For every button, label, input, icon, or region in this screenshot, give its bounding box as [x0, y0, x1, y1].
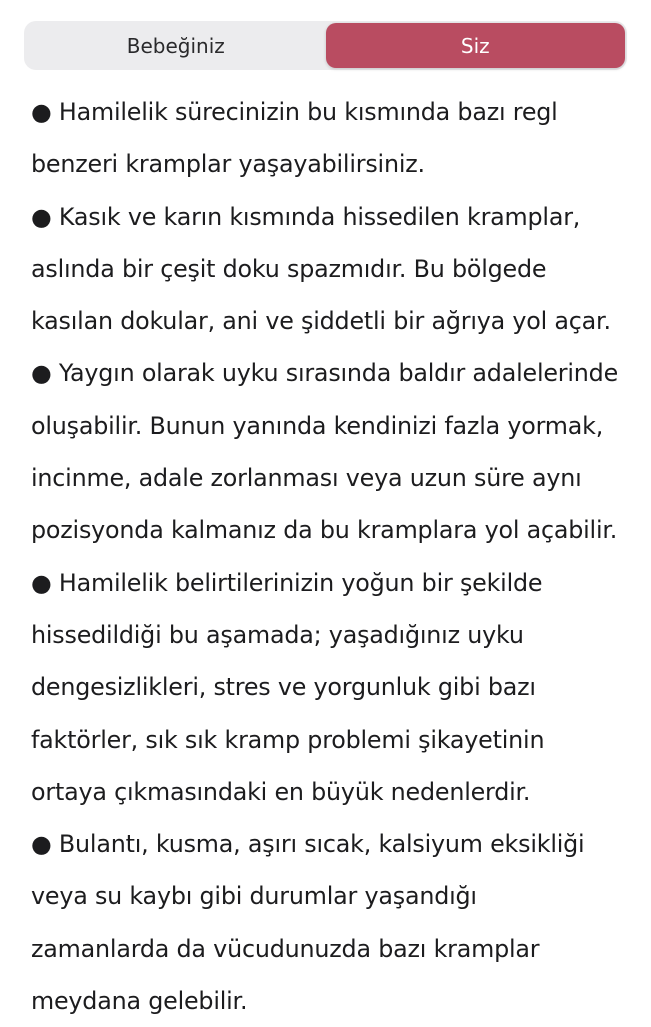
text-line: meydana gelebilir.	[31, 987, 248, 1016]
text-line: faktörler, sık sık kramp problemi şikayetinin	[31, 725, 545, 754]
article-body	[31, 86, 631, 1027]
tab-siz[interactable]: Siz	[326, 23, 626, 68]
text-line: zamanlarda da vücudunuzda bazı kramplar	[31, 934, 540, 963]
tab-bebeginiz[interactable]: Bebeğiniz	[126, 33, 225, 58]
text-line: pozisyonda kalmanız da bu kramplara yol açabilir.	[31, 516, 618, 545]
segmented-control	[24, 21, 627, 70]
text-line: ● Hamilelik belirtilerinizin yoğun bir şekilde	[31, 568, 543, 597]
text-line: aslında bir çeşit doku spazmıdır. Bu bölgede	[31, 254, 547, 283]
text-line: ortaya çıkmasındaki en büyük nedenlerdir.	[31, 777, 531, 806]
text-line: oluşabilir. Bunun yanında kendinizi fazla yormak,	[31, 411, 604, 440]
text-line: veya su kaybı gibi durumlar yaşandığı	[31, 882, 477, 911]
text-line: hissedildiği bu aşamada; yaşadığınız uyku	[31, 620, 524, 649]
text-line: benzeri kramplar yaşayabilirsiniz.	[31, 150, 425, 179]
text-line: kasılan dokular, ani ve şiddetli bir ağrıya yol açar.	[31, 307, 611, 336]
text-line: ● Bulantı, kusma, aşırı sıcak, kalsiyum eksikliği	[31, 830, 585, 859]
text-line: ● Hamilelik sürecinizin bu kısmında bazı regl	[31, 98, 558, 126]
text-line: incinme, adale zorlanması veya uzun süre aynı	[31, 464, 582, 493]
text-line: ● Kasık ve karın kısmında hissedilen kramplar,	[31, 202, 581, 231]
text-line: ● Yaygın olarak uyku sırasında baldır adalelerinde	[31, 359, 619, 388]
text-line: dengesizlikleri, stres ve yorgunluk gibi bazı	[31, 673, 536, 702]
